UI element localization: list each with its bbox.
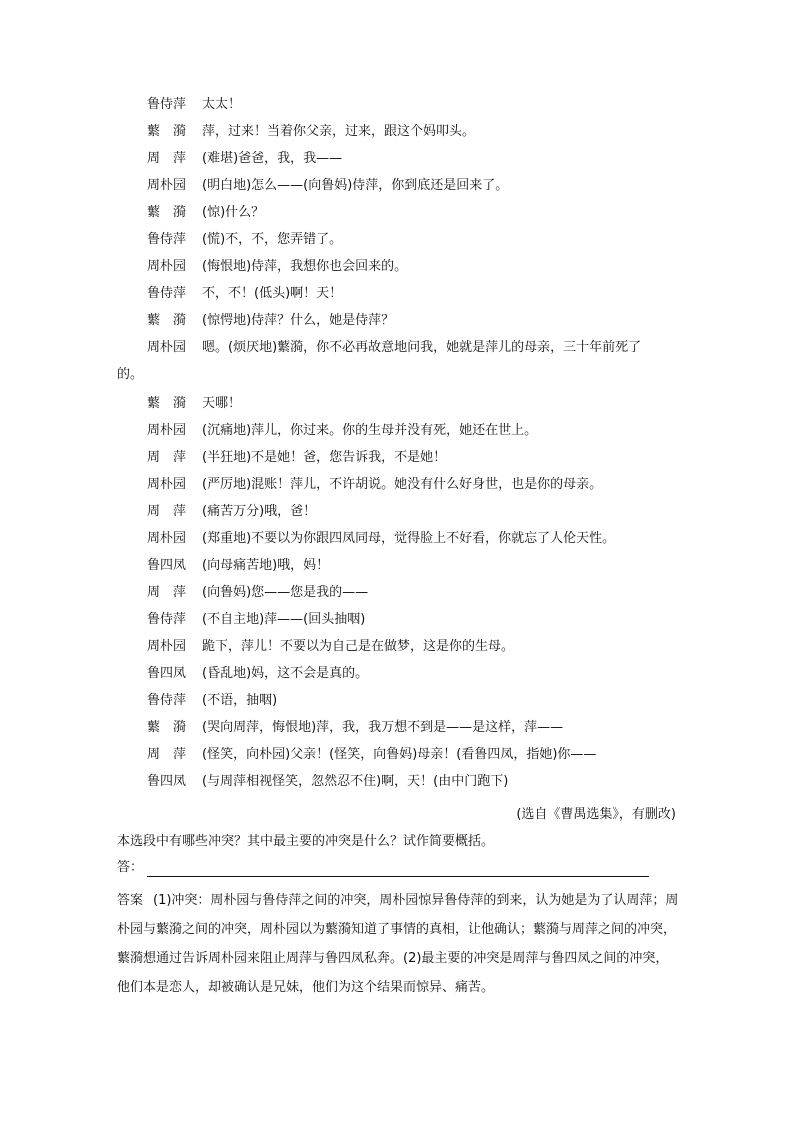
line-text: (昏乱地)妈，这不会是真的。: [202, 666, 369, 681]
answer-label: 答案: [117, 893, 144, 908]
speaker-name: 鲁侍萍: [147, 97, 187, 112]
speaker-name: 周朴园: [147, 477, 187, 492]
answer-prompt: 答：: [117, 860, 144, 875]
speaker-name: 鲁四凤: [147, 666, 187, 681]
speaker-name: 蘩 漪: [147, 124, 187, 139]
speaker-name: 周朴园: [147, 340, 187, 355]
speaker-name: 周 萍: [147, 585, 187, 600]
source-note: (选自《曹禺选集》，有删改): [516, 807, 676, 822]
answer-underline: [147, 876, 649, 877]
line-text: (向母痛苦地)哦，妈！: [202, 558, 330, 573]
answer-text: (1)冲突：周朴园与鲁侍萍之间的冲突，周朴园惊异鲁侍萍的到来，认为她是为了认周萍；周朴园与蘩漪之间的冲突，周朴园以为蘩漪知道了事情的真相，让他确认；蘩漪与周萍之间的冲突，蘩漪想通过告诉周朴园来阻止周萍与鲁四凤私奔。(2)最主要的冲突是周萍与鲁四凤之间的冲突，他们本是恋人，却被确认是兄妹，他们为这个结果而惊异、痛苦。: [117, 893, 679, 995]
speaker-name: 周 萍: [147, 450, 187, 465]
line-text: 嗯。(烦厌地)蘩漪，你不必再故意地问我，她就是萍儿的母亲，三十年前死了: [202, 340, 642, 355]
speaker-name: 鲁侍萍: [147, 286, 187, 301]
answer-key: [117, 886, 679, 1002]
speaker-name: 鲁侍萍: [147, 612, 187, 627]
line-text: (惊愕地)侍萍？什么，她是侍萍？: [202, 313, 395, 328]
line-continuation: 的。: [117, 367, 144, 382]
speaker-name: 周朴园: [147, 259, 187, 274]
line-text: (悔恨地)侍萍，我想你也会回来的。: [202, 259, 408, 274]
line-text: (半狂地)不是她！爸，您告诉我，不是她！: [202, 450, 447, 465]
speaker-name: 周 萍: [147, 504, 187, 519]
speaker-name: 周朴园: [147, 423, 187, 438]
line-text: 太太！: [202, 97, 242, 112]
answer-field[interactable]: [117, 858, 649, 878]
speaker-name: 鲁侍萍: [147, 693, 187, 708]
speaker-name: 鲁四凤: [147, 558, 187, 573]
line-text: 萍，过来！当着你父亲，过来，跟这个妈叩头。: [202, 124, 476, 139]
speaker-name: 蘩 漪: [147, 205, 187, 220]
speaker-name: 鲁四凤: [147, 774, 187, 789]
line-text: (明白地)怎么——(向鲁妈)侍萍，你到底还是回来了。: [202, 178, 509, 193]
line-text: (难堪)爸爸，我，我——: [202, 151, 343, 166]
line-text: (向鲁妈)您——您是我的——: [202, 585, 369, 600]
line-text: (不语，抽咽): [202, 693, 278, 708]
line-text: (严厉地)混账！萍儿，不许胡说。她没有什么好身世，也是你的母亲。: [202, 477, 603, 492]
speaker-name: 鲁侍萍: [147, 232, 187, 247]
line-text: (沉痛地)萍儿，你过来。你的生母并没有死，她还在世上。: [202, 423, 538, 438]
speaker-name: 蘩 漪: [147, 396, 187, 411]
line-text: (惊)什么？: [202, 205, 265, 220]
speaker-name: 蘩 漪: [147, 720, 187, 735]
line-text: (怪笑，向朴园)父亲！(怪笑，向鲁妈)母亲！(看鲁四凤，指她)你——: [202, 747, 597, 762]
speaker-name: 蘩 漪: [147, 313, 187, 328]
line-text: 天哪！: [202, 396, 242, 411]
line-text: (痛苦万分)哦，爸！: [202, 504, 317, 519]
speaker-name: 周朴园: [147, 639, 187, 654]
speaker-name: 周 萍: [147, 151, 187, 166]
line-text: 跪下，萍儿！不要以为自己是在做梦，这是你的生母。: [202, 639, 515, 654]
line-text: (与周萍相视怪笑，忽然忍不住)啊，天！(由中门跑下): [202, 774, 509, 789]
speaker-name: 周 萍: [147, 747, 187, 762]
line-text: 不，不！(低头)啊！天！: [202, 286, 343, 301]
speaker-name: 周朴园: [147, 531, 187, 546]
line-text: (哭向周萍，悔恨地)萍，我，我万想不到是——是这样，萍——: [202, 720, 564, 735]
line-text: (不自主地)萍——(回头抽咽): [202, 612, 366, 627]
line-text: (慌)不，不，您弄错了。: [202, 232, 343, 247]
speaker-name: 周朴园: [147, 178, 187, 193]
question-text: 本选段中有哪些冲突？其中最主要的冲突是什么？试作简要概括。: [117, 834, 495, 849]
line-text: (郑重地)不要以为你跟四凤同母，觉得脸上不好看，你就忘了人伦天性。: [202, 531, 616, 546]
